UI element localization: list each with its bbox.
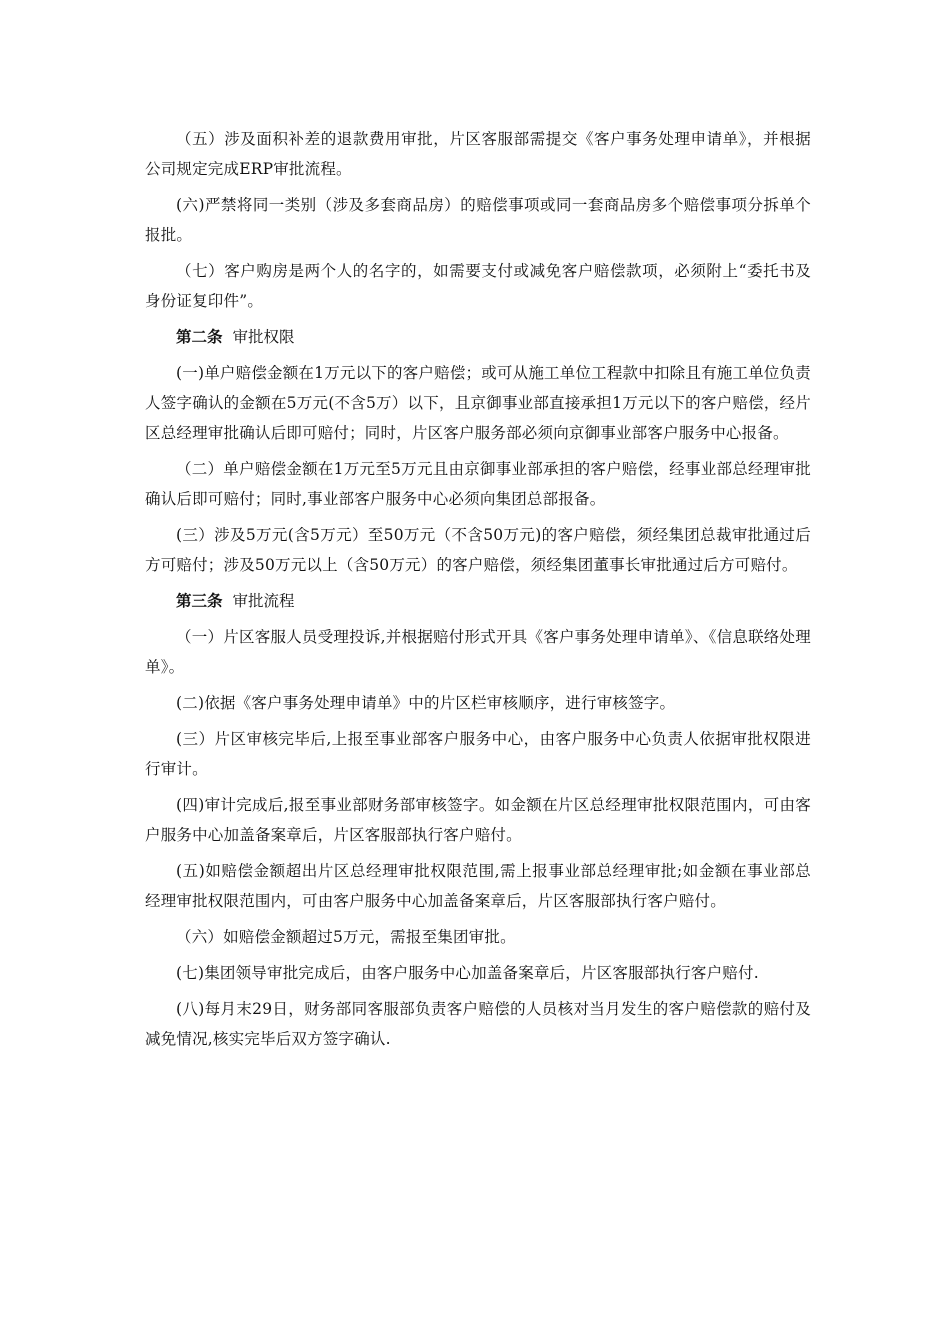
authority-paragraph-2: （二）单户赔偿金额在1万元至5万元且由京御事业部承担的客户赔偿，经事业部总经理审批确认后即可赔付；同时,事业部客户服务中心必须向集团总部报备。	[145, 460, 811, 508]
paragraph-5-refund-approval: （五）涉及面积补差的退款费用审批，片区客服部需提交《客户事务处理申请单》，并根据公司规定完成ERP审批流程。	[145, 130, 811, 178]
article-2-heading	[145, 322, 811, 352]
process-paragraph-6: （六）如赔偿金额超过5万元，需报至集团审批。	[176, 928, 516, 946]
authority-paragraph-3: (三）涉及5万元(含5万元）至50万元（不含50万元)的客户赔偿，须经集团总裁审批通过后方可赔付；涉及50万元以上（含50万元）的客户赔偿，须经集团董事长审批通过后方可赔付。	[145, 526, 811, 574]
authority-paragraph-1: (一)单户赔偿金额在1万元以下的客户赔偿；或可从施工单位工程款中扣除且有施工单位负责人签字确认的金额在5万元(不含5万）以下，且京御事业部直接承担1万元以下的客户赔偿，经片区总经理审批确认后即可赔付；同时，片区客户服务部必须向京御事业部客户服务中心报备。	[145, 364, 811, 442]
process-paragraph-2: (二)依据《客户事务处理申请单》中的片区栏审核顺序，进行审核签字。	[176, 694, 676, 712]
paragraph-7-joint-owner-documents: （七）客户购房是两个人的名字的，如需要支付或减免客户赔偿款项，必须附上“委托书及身份证复印件”。	[145, 262, 811, 310]
paragraph-6-no-split-approval: (六)严禁将同一类别（涉及多套商品房）的赔偿事项或同一套商品房多个赔偿事项分拆单个报批。	[145, 196, 811, 244]
process-paragraph-8: (八)每月末29日，财务部同客服部负责客户赔偿的人员核对当月发生的客户赔偿款的赔付及减免情况,核实完毕后双方签字确认.	[145, 1000, 811, 1048]
process-paragraph-4: (四)审计完成后,报至事业部财务部审核签字。如金额在片区总经理审批权限范围内，可由客户服务中心加盖备案章后，片区客服部执行客户赔付。	[145, 796, 811, 844]
process-paragraph-5: (五)如赔偿金额超出片区总经理审批权限范围,需上报事业部总经理审批;如金额在事业部总经理审批权限范围内，可由客户服务中心加盖备案章后，片区客服部执行客户赔付。	[145, 862, 811, 910]
process-paragraph-7: (七)集团领导审批完成后，由客户服务中心加盖备案章后，片区客服部执行客户赔付.	[176, 964, 759, 982]
document-body	[145, 124, 811, 1060]
article-3-label: 第三条	[176, 591, 223, 610]
article-2-title: 审批权限	[232, 328, 295, 346]
article-3-heading	[145, 586, 811, 616]
article-2-label: 第二条	[176, 327, 223, 346]
process-paragraph-1: （一）片区客服人员受理投诉,并根据赔付形式开具《客户事务处理申请单》、《信息联络处理单》。	[145, 628, 811, 676]
article-3-title: 审批流程	[232, 592, 295, 610]
process-paragraph-3: (三）片区审核完毕后,上报至事业部客户服务中心，由客户服务中心负责人依据审批权限进行审计。	[145, 730, 811, 778]
